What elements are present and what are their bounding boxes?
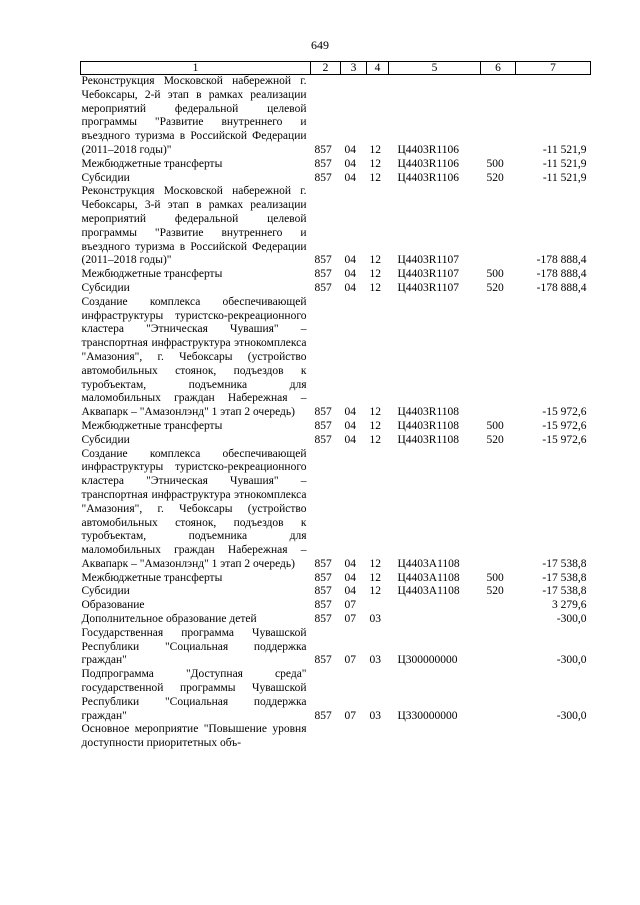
amount: -300,0 [556, 654, 587, 667]
amount: -11 521,9 [542, 171, 587, 184]
section-code: 04 [344, 281, 356, 294]
ministry-code: 857 [314, 433, 332, 446]
subsection-code: 12 [369, 268, 381, 281]
table-row [81, 282, 591, 296]
target-code: Ц4403R1106 [397, 143, 460, 156]
expense-type-code [481, 723, 516, 751]
section-code: 07 [344, 709, 356, 722]
section-code: 04 [344, 157, 356, 170]
section-code: 07 [344, 613, 356, 626]
target-code: Ц4403R1106 [397, 171, 460, 184]
row-name: Субсидии [81, 281, 130, 294]
amount: -15 972,6 [542, 419, 587, 432]
target-code: Ц4403R1107 [397, 281, 460, 294]
expense-type-code [481, 613, 516, 627]
ministry-code: 857 [314, 143, 332, 156]
row-name: Межбюджетные трансферты [81, 419, 223, 432]
table-row [81, 296, 591, 420]
subsection-code: 12 [369, 571, 381, 584]
row-name: Межбюджетные трансферты [81, 268, 223, 281]
table-row [81, 599, 591, 613]
row-name: Реконструкция Московской набережной г. Чебоксары, 2-й этап в рамках реализации мероприятий федеральной целевой программы "Развитие внутреннего и въездного туризма в Российской Федерации (2011–2018 годы)" [81, 75, 307, 156]
ministry-code: 857 [314, 268, 332, 281]
section-code: 04 [344, 171, 356, 184]
target-code: Ц4403A1108 [397, 557, 460, 570]
expense-type-code: 520 [486, 585, 504, 598]
table-row [81, 158, 591, 172]
header-cell-5: 5 [389, 62, 481, 75]
ministry-code: 857 [314, 171, 332, 184]
subsection-code: 12 [369, 254, 381, 267]
row-name: Дополнительное образование детей [81, 613, 257, 626]
subsection-code: 03 [369, 709, 381, 722]
ministry-code: 857 [314, 709, 332, 722]
row-name: Подпрограмма "Доступная среда" государственной программы Чувашской Республики "Социальная поддержка граждан" [81, 668, 307, 722]
amount: -15 972,6 [542, 433, 587, 446]
target-code: Ц4403R1108 [397, 433, 460, 446]
target-code [389, 723, 481, 751]
ministry-code: 857 [314, 599, 332, 612]
subsection-code: 12 [369, 171, 381, 184]
section-code: 04 [344, 406, 356, 419]
subsection-code: 12 [369, 157, 381, 170]
header-cell-4: 4 [367, 62, 389, 75]
expense-type-code [481, 185, 516, 268]
table-row [81, 185, 591, 268]
header-cell-2: 2 [311, 62, 341, 75]
budget-table [80, 61, 591, 751]
table-row [81, 613, 591, 627]
ministry-code: 857 [314, 571, 332, 584]
table-header [81, 62, 591, 75]
expense-type-code: 500 [486, 419, 504, 432]
table-row [81, 434, 591, 448]
subsection-code: 12 [369, 406, 381, 419]
subsection-code [367, 723, 389, 751]
amount: -17 538,8 [542, 571, 587, 584]
table-row [81, 448, 591, 572]
expense-type-code [481, 296, 516, 420]
section-code: 04 [344, 143, 356, 156]
row-name: Субсидии [81, 171, 130, 184]
table-row [81, 75, 591, 158]
table-row [81, 585, 591, 599]
table-row [81, 172, 591, 186]
row-name: Межбюджетные трансферты [81, 571, 223, 584]
section-code [341, 723, 367, 751]
table-row [81, 420, 591, 434]
expense-type-code: 500 [486, 571, 504, 584]
section-code: 04 [344, 268, 356, 281]
amount: -300,0 [556, 613, 587, 626]
amount: -17 538,8 [542, 585, 587, 598]
target-code [389, 599, 481, 613]
expense-type-code: 500 [486, 268, 504, 281]
table-row [81, 627, 591, 668]
amount: -11 521,9 [542, 143, 587, 156]
subsection-code: 03 [369, 613, 381, 626]
section-code: 04 [344, 254, 356, 267]
row-name: Основное мероприятие "Повышение уровня доступности приоритетных объ- [81, 723, 307, 750]
row-name: Субсидии [81, 585, 130, 598]
amount: -300,0 [556, 709, 587, 722]
table-row [81, 723, 591, 751]
subsection-code: 03 [369, 654, 381, 667]
expense-type-code: 520 [486, 433, 504, 446]
row-name: Субсидии [81, 433, 130, 446]
amount: -15 972,6 [542, 406, 587, 419]
ministry-code: 857 [314, 585, 332, 598]
target-code: Ц300000000 [397, 654, 458, 667]
row-name: Создание комплекса обеспечивающей инфраструктуры туристско-рекреационного кластера "Этническая Чувашия" – транспортная инфраструктура этнокомплекса "Амазония", г. Чебоксары (устройство автомобильных стоянок, подъездов к туробъектам, подъемника для маломобильных граждан Набережная – Аквапарк – "Амазонлэнд" 1 этап 2 очередь) [81, 447, 307, 570]
table-body [81, 75, 591, 752]
amount [516, 723, 591, 751]
ministry-code: 857 [314, 654, 332, 667]
header-cell-1: 1 [81, 62, 311, 75]
subsection-code: 12 [369, 281, 381, 294]
target-code: Ц4403A1108 [397, 585, 460, 598]
target-code: Ц330000000 [397, 709, 458, 722]
target-code [389, 613, 481, 627]
table-row [81, 572, 591, 586]
amount: -178 888,4 [536, 281, 587, 294]
expense-type-code [481, 668, 516, 723]
row-name: Реконструкция Московской набережной г. Чебоксары, 3-й этап в рамках реализации мероприятий федеральной целевой программы "Развитие внутреннего и въездного туризма в Российской Федерации (2011–2018 годы)" [81, 185, 307, 267]
amount: -17 538,8 [542, 557, 587, 570]
header-row [81, 62, 591, 75]
subsection-code [367, 599, 389, 613]
header-cell-6: 6 [481, 62, 516, 75]
page-number: 649 [311, 38, 329, 52]
subsection-code: 12 [369, 143, 381, 156]
target-code: Ц4403R1106 [397, 157, 460, 170]
expense-type-code: 520 [486, 281, 504, 294]
table-row [81, 668, 591, 723]
ministry-code: 857 [314, 281, 332, 294]
target-code: Ц4403R1108 [397, 406, 460, 419]
row-name: Межбюджетные трансферты [81, 157, 223, 170]
header-cell-3: 3 [341, 62, 367, 75]
section-code: 07 [344, 599, 356, 612]
ministry-code: 857 [314, 419, 332, 432]
section-code: 07 [344, 654, 356, 667]
section-code: 04 [344, 585, 356, 598]
ministry-code: 857 [314, 557, 332, 570]
amount: -178 888,4 [536, 268, 587, 281]
expense-type-code [481, 627, 516, 668]
expense-type-code: 500 [486, 157, 504, 170]
ministry-code: 857 [314, 157, 332, 170]
target-code: Ц4403R1108 [397, 419, 460, 432]
target-code: Ц4403A1108 [397, 571, 460, 584]
table-row [81, 268, 591, 282]
section-code: 04 [344, 571, 356, 584]
section-code: 04 [344, 419, 356, 432]
section-code: 04 [344, 557, 356, 570]
amount: 3 279,6 [552, 599, 587, 612]
section-code: 04 [344, 433, 356, 446]
row-name: Создание комплекса обеспечивающей инфраструктуры туристско-рекреационного кластера "Этническая Чувашия" – транспортная инфраструктура этнокомплекса "Амазония", г. Чебоксары (устройство автомобильных стоянок, подъездов к туробъектам, подъемника для маломобильных граждан Набережная – Аквапарк – "Амазонлэнд" 1 этап 2 очередь) [81, 295, 307, 419]
target-code: Ц4403R1107 [397, 254, 460, 267]
target-code: Ц4403R1107 [397, 268, 460, 281]
ministry-code [311, 723, 341, 751]
amount: -11 521,9 [542, 157, 587, 170]
subsection-code: 12 [369, 557, 381, 570]
expense-type-code: 520 [486, 171, 504, 184]
subsection-code: 12 [369, 433, 381, 446]
amount: -178 888,4 [536, 254, 587, 267]
subsection-code: 12 [369, 419, 381, 432]
header-cell-7: 7 [516, 62, 591, 75]
subsection-code: 12 [369, 585, 381, 598]
ministry-code: 857 [314, 254, 332, 267]
expense-type-code [481, 448, 516, 572]
ministry-code: 857 [314, 406, 332, 419]
row-name: Государственная программа Чувашской Республики "Социальная поддержка граждан" [81, 626, 307, 667]
expense-type-code [481, 599, 516, 613]
expense-type-code [481, 75, 516, 158]
row-name: Образование [81, 599, 145, 612]
ministry-code: 857 [314, 613, 332, 626]
